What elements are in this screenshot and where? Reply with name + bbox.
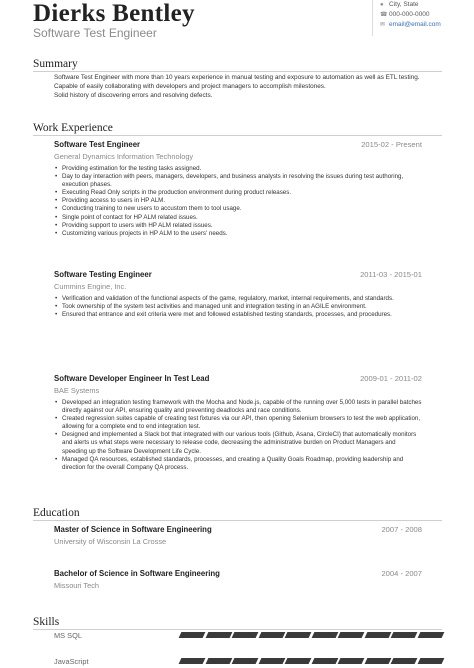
- skill-name: JavaScript: [54, 657, 89, 666]
- skill-bar-segment: [364, 632, 390, 638]
- skill-bar-segment: [311, 632, 337, 638]
- job-dates: 2009-01 - 2011-02: [360, 374, 422, 383]
- skill-bar-segment: [285, 632, 311, 638]
- summary-paragraph: Solid history of discovering errors and resolving defects.: [54, 92, 213, 99]
- job-title: Software Test Engineer: [54, 140, 141, 149]
- envelope-icon: ✉: [380, 22, 386, 28]
- job-bullet: • Providing support to users with HP ALM related issues.: [62, 222, 422, 230]
- skill-bar-segment: [179, 658, 205, 664]
- skill-bar-segment: [338, 632, 364, 638]
- job-title: Software Developer Engineer In Test Lead: [54, 374, 210, 383]
- education-dates: 2004 - 2007: [381, 569, 422, 578]
- skill-bar-segment: [258, 658, 284, 664]
- location-row: [380, 0, 474, 10]
- school-name: University of Wisconsin La Crosse: [54, 537, 167, 546]
- skill-bar-segment: [205, 632, 231, 638]
- skill-bar-segment: [364, 658, 390, 664]
- skill-bar-segment: [179, 632, 205, 638]
- skill-bar-segment: [311, 658, 337, 664]
- skill-bar-segment: [285, 658, 311, 664]
- job-bullet: • Customizing various projects in HP ALM to the users' needs.: [62, 230, 422, 238]
- degree-title: Bachelor of Science in Software Engineering: [54, 569, 220, 578]
- job-bullet: • Providing estimation for the testing tasks assigned.: [62, 165, 422, 173]
- job-dates: 2015-02 - Present: [361, 140, 422, 149]
- skill-bar-segment: [205, 658, 231, 664]
- job-company: BAE Systems: [54, 386, 100, 395]
- skill-bar-segment: [232, 658, 258, 664]
- section-title-summary: Summary: [33, 58, 78, 70]
- skill-bar-segment: [417, 658, 443, 664]
- skill-bar-segment: [258, 632, 284, 638]
- education-dates: 2007 - 2008: [381, 525, 422, 534]
- section-divider: [33, 135, 442, 136]
- section-divider: [33, 520, 442, 521]
- job-bullet: • Managed QA resources, established standards, processes, and creating a Quality Goals Roadmap, providing leadership and direction for the overall Company QA process.: [62, 456, 422, 472]
- job-company: General Dynamics Information Technology: [54, 152, 194, 161]
- summary-paragraph: Software Test Engineer with more than 10 years experience in manual testing and exposure to automation as well as ETL testing. Capable of easily collaborating with developers and project managers to accomplish milestones.: [54, 74, 420, 90]
- job-bullet: • Providing access to users in HP ALM.: [62, 197, 422, 205]
- job-bullet: • Created regression suites capable of creating test fixtures via our API, then opening Selenium browsers to test the web application, allowing for a complete end to end integration test.: [62, 415, 422, 431]
- skill-bar-segment: [391, 658, 417, 664]
- section-divider: [33, 629, 442, 630]
- email-link[interactable]: email@email.com: [389, 21, 441, 28]
- skill-bar-segment: [338, 658, 364, 664]
- skill-level-bar: [180, 632, 442, 638]
- job-bullet: • Developed an integration testing framework with the Mocha and Node.js, capable of the running over 5,000 tests in parallel batches directly against our API, ensuring quality and preventing deadlocks and race conditions.: [62, 399, 422, 415]
- job-title: Software Testing Engineer: [54, 270, 152, 279]
- job-bullet: • Took ownership of the system test activities and managed unit and integration testing in an AGILE environment.: [62, 303, 422, 311]
- job-bullet: • Executing Read Only scripts in the production environment during product releases.: [62, 189, 422, 197]
- job-bullet: • Single point of contact for HP ALM related issues.: [62, 214, 422, 222]
- degree-title: Master of Science in Software Engineering: [54, 525, 212, 534]
- skill-bar-segment: [391, 632, 417, 638]
- section-title-skills: Skills: [33, 616, 60, 628]
- section-title-education: Education: [33, 507, 80, 519]
- job-entry: [54, 374, 422, 472]
- job-bullet: • Conducting training to new users to accustom them to tool usage.: [62, 205, 422, 213]
- job-entry: [54, 270, 422, 319]
- job-company: Cummins Engine, Inc.: [54, 282, 127, 291]
- skill-name: MS SQL: [54, 631, 82, 640]
- job-bullets: [54, 399, 422, 472]
- job-dates: 2011-03 - 2015-01: [360, 270, 422, 279]
- skill-level-bar: [180, 658, 442, 664]
- location-pin-icon: ●: [380, 2, 384, 8]
- school-name: Missouri Tech: [54, 581, 100, 590]
- job-bullet: • Day to day interaction with peers, managers, developers, and business analysts in resolving the issues during test authoring, execution phases.: [62, 173, 422, 189]
- phone-row: [380, 10, 474, 20]
- phone-text: 000-000-0000: [389, 11, 430, 18]
- skill-bar-segment: [417, 632, 443, 638]
- education-entry: [54, 569, 422, 590]
- job-bullet: • Designed and implemented a Slack bot that integrated with our various tools (Github, Asana, CircleCI) that automatically monitors and alerts us what steps were necessary to release code, decreasing the administrative burden on Product Managers and speeding up the Software Development Life Cycle.: [62, 431, 422, 455]
- candidate-title: Software Test Engineer: [33, 26, 157, 40]
- phone-icon: ☎: [380, 12, 388, 18]
- contact-block: [372, 0, 474, 36]
- section-title-work: Work Experience: [33, 122, 113, 134]
- job-entry: [54, 140, 422, 238]
- job-bullet: • Ensured that entrance and exit criteria were met and followed established testing standards, processes, and procedures.: [62, 311, 422, 319]
- location-text: City, State: [389, 1, 419, 8]
- job-bullets: [54, 165, 422, 238]
- education-entry: [54, 525, 422, 546]
- section-divider: [33, 71, 442, 72]
- job-bullet: • Verification and validation of the functional aspects of the game, regulatory, market, internal requirements, and standards.: [62, 295, 422, 303]
- skill-bar-segment: [232, 632, 258, 638]
- summary-text: [54, 73, 434, 100]
- email-row[interactable]: [380, 20, 474, 30]
- job-bullets: [54, 295, 422, 319]
- candidate-name: Dierks Bentley: [33, 0, 195, 27]
